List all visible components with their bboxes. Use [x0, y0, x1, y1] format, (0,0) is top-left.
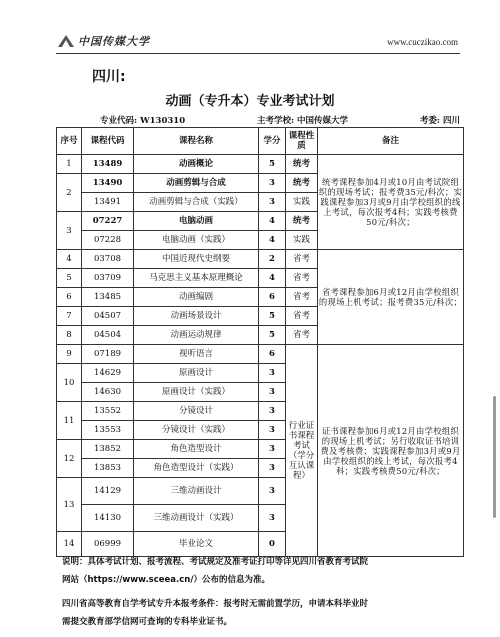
scrollbar[interactable]	[493, 396, 496, 518]
course-credit: 3	[259, 505, 286, 532]
course-credit: 6	[259, 288, 286, 307]
course-credit: 5	[259, 155, 286, 174]
row-no: 1	[57, 155, 82, 174]
course-name: 分镜设计（实践）	[134, 421, 259, 440]
course-code: 13852	[82, 440, 134, 459]
footnote-line: 四川省高等教育自学考试专升本报考条件：报考时无需前置学历，申请本科毕业时	[62, 599, 369, 609]
course-name: 分镜设计	[134, 402, 259, 421]
course-code: 13491	[82, 193, 134, 212]
row-no: 4	[57, 250, 82, 269]
course-code: 07227	[82, 212, 134, 231]
course-code: 14129	[82, 478, 134, 505]
course-code: 14630	[82, 383, 134, 402]
page-title: 动画（专升本）专业考试计划	[165, 94, 335, 109]
exam-committee: 考委: 四川	[419, 116, 460, 126]
row-no: 12	[57, 440, 82, 478]
remark-cert: 证书课程参加6月或12月由学校组织的现场上机考试；另行收取证书培训费及考核费；实践课程参加3月或9月由学校组织的线上考试，每次报考4科；实践考核费50元/科次；	[318, 345, 464, 557]
course-name: 视听语言	[134, 345, 259, 364]
course-name: 动画概论	[134, 155, 259, 174]
plan-meta	[100, 114, 460, 126]
course-name: 动画剪辑与合成	[134, 174, 259, 193]
row-no: 8	[57, 326, 82, 345]
course-nature: 省考	[286, 250, 318, 269]
course-credit: 3	[259, 174, 286, 193]
col-header-nature: 课程性质	[286, 128, 318, 155]
course-credit: 3	[259, 421, 286, 440]
course-credit: 4	[259, 212, 286, 231]
course-credit: 6	[259, 345, 286, 364]
course-credit: 3	[259, 193, 286, 212]
course-name: 电脑动画（实践）	[134, 231, 259, 250]
table-row	[57, 155, 464, 174]
course-credit: 0	[259, 532, 286, 557]
course-code: 13853	[82, 459, 134, 478]
table-row	[57, 250, 464, 269]
course-nature: 实践	[286, 231, 318, 250]
course-nature: 省考	[286, 307, 318, 326]
nature-cert: 行业证书课程考试（学分互认课程）	[286, 345, 318, 557]
header-divider	[56, 53, 460, 54]
logo-mark-icon	[58, 34, 74, 48]
course-credit: 5	[259, 326, 286, 345]
course-name: 原画设计	[134, 364, 259, 383]
footnote-line: 网站（https://www.sceea.cn/）公布的信息为准。	[62, 575, 270, 585]
remark-provincial: 省考课程参加6月或12月由学校组织的现场上机考试；报考费35元/科次；	[318, 250, 464, 345]
page-header	[0, 0, 500, 62]
row-no: 7	[57, 307, 82, 326]
course-credit: 3	[259, 459, 286, 478]
course-credit: 2	[259, 250, 286, 269]
course-code: 06999	[82, 532, 134, 557]
col-header-remark: 备注	[318, 128, 464, 155]
course-credit: 3	[259, 383, 286, 402]
course-code: 14130	[82, 505, 134, 532]
course-code: 13489	[82, 155, 134, 174]
course-code: 03709	[82, 269, 134, 288]
course-code: 13552	[82, 402, 134, 421]
course-name: 动画运动规律	[134, 326, 259, 345]
course-nature: 省考	[286, 326, 318, 345]
course-code: 13553	[82, 421, 134, 440]
logo-text: 中国传媒大学	[78, 35, 150, 48]
course-code: 04504	[82, 326, 134, 345]
course-code: 03708	[82, 250, 134, 269]
host-school: 主考学校: 中国传媒大学	[256, 116, 349, 126]
course-credit: 3	[259, 364, 286, 383]
footnote-line: 需提交教育部学信网可查询的专科毕业证书。	[62, 617, 233, 627]
course-nature: 省考	[286, 288, 318, 307]
table-header-row	[57, 128, 464, 155]
course-nature: 省考	[286, 269, 318, 288]
course-credit: 3	[259, 440, 286, 459]
course-code: 07189	[82, 345, 134, 364]
course-name: 毕业论文	[134, 532, 259, 557]
col-header-credit: 学分	[259, 128, 286, 155]
course-name: 三维动画设计（实践）	[134, 505, 259, 532]
major-code: 专业代码: W130310	[100, 116, 186, 126]
remark-unified: 统考课程参加4月或10月由考试院组织的现场考试；报考费35元/科次；实践课程参加3月或9月由学校组织的线上考试，每次报考4科；实践考核费50元/科次；	[318, 155, 464, 250]
col-header-name: 课程名称	[134, 128, 259, 155]
course-name: 马克思主义基本原理概论	[134, 269, 259, 288]
course-code: 13485	[82, 288, 134, 307]
course-nature: 实践	[286, 193, 318, 212]
course-nature: 统考	[286, 155, 318, 174]
course-name: 电脑动画	[134, 212, 259, 231]
course-name: 角色造型设计	[134, 440, 259, 459]
course-name: 中国近现代史纲要	[134, 250, 259, 269]
course-credit: 5	[259, 307, 286, 326]
row-no: 6	[57, 288, 82, 307]
row-no: 3	[57, 212, 82, 250]
course-name: 动画编剧	[134, 288, 259, 307]
university-logo	[58, 33, 150, 49]
course-name: 角色造型设计（实践）	[134, 459, 259, 478]
course-code: 14629	[82, 364, 134, 383]
col-header-code: 课程代码	[82, 128, 134, 155]
course-code: 13490	[82, 174, 134, 193]
course-credit: 3	[259, 402, 286, 421]
row-no: 5	[57, 269, 82, 288]
course-name: 原画设计（实践）	[134, 383, 259, 402]
course-name: 动画场景设计	[134, 307, 259, 326]
course-name: 动画剪辑与合成（实践）	[134, 193, 259, 212]
site-url[interactable]: www.cuczikao.com	[387, 37, 458, 47]
course-nature: 统考	[286, 174, 318, 193]
course-name: 三维动画设计	[134, 478, 259, 505]
course-code: 04507	[82, 307, 134, 326]
row-no: 10	[57, 364, 82, 402]
row-no: 2	[57, 174, 82, 212]
row-no: 14	[57, 532, 82, 557]
course-credit: 3	[259, 478, 286, 505]
course-credit: 4	[259, 231, 286, 250]
course-credit: 4	[259, 269, 286, 288]
province-heading: 四川:	[92, 69, 126, 85]
row-no: 11	[57, 402, 82, 440]
col-header-no: 序号	[57, 128, 82, 155]
row-no: 9	[57, 345, 82, 364]
course-code: 07228	[82, 231, 134, 250]
exam-plan-table	[56, 127, 464, 557]
course-nature: 统考	[286, 212, 318, 231]
row-no: 13	[57, 478, 82, 532]
table-row	[57, 345, 464, 364]
footnote-line: 说明：具体考试计划、报考流程、考试规定及准考证打印等详见四川省教育考试院	[62, 557, 369, 567]
